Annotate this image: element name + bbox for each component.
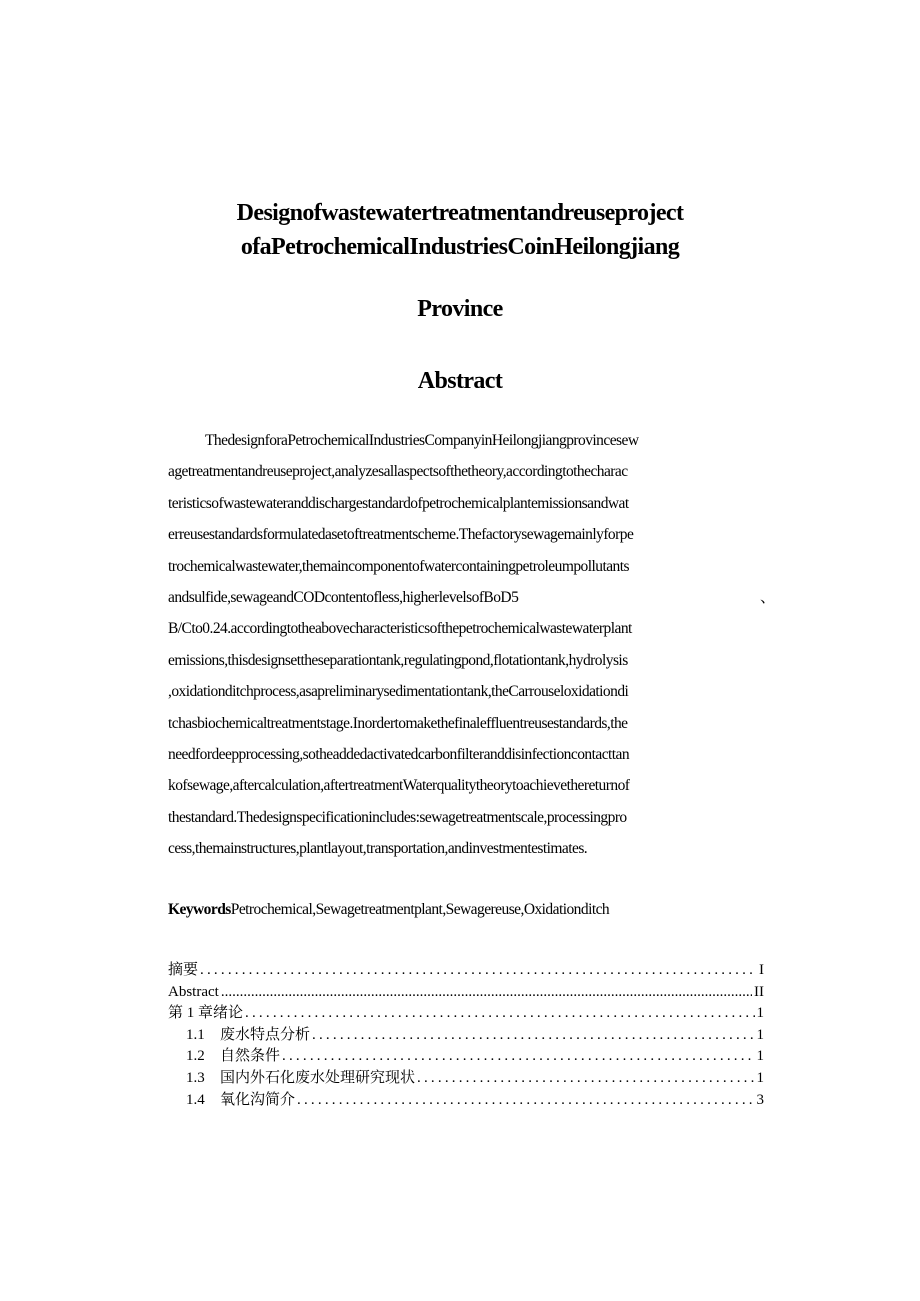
toc-leader bbox=[312, 1025, 754, 1047]
toc-entry[interactable] bbox=[168, 982, 764, 1004]
abstract-heading: Abstract bbox=[417, 368, 503, 394]
toc-leader bbox=[417, 1068, 754, 1090]
title-line-3: Province bbox=[417, 296, 503, 322]
toc-entry-number: 1.3 bbox=[186, 1069, 205, 1086]
abstract-line-trailing-mark: 、 bbox=[760, 588, 775, 606]
toc-entry-page: I bbox=[759, 962, 764, 978]
keywords-label: Keywords bbox=[168, 901, 231, 918]
toc-entry[interactable] bbox=[168, 1090, 764, 1112]
toc-entry-label: 摘要 bbox=[168, 962, 199, 978]
abstract-line: cess,themainstructures,plantlayout,transportation,andinvestmentestimates. bbox=[168, 840, 588, 858]
abstract-line bbox=[168, 585, 778, 616]
title-line-2: ofaPetrochemicalIndustriesCoinHeilongjiang bbox=[240, 234, 680, 260]
toc-entry-page: 1 bbox=[756, 1005, 764, 1022]
toc-leader bbox=[245, 1003, 754, 1025]
abstract-line: erreusestandardsformulatedasetoftreatmentscheme.Thefactorysewagemainlyforpe bbox=[168, 526, 634, 544]
toc-entry-label: Abstract bbox=[168, 983, 219, 1000]
abstract-line: B/Cto0.24.accordingtotheabovecharacteristicsofthepetrochemicalwastewaterplant bbox=[168, 620, 632, 638]
abstract-line: teristicsofwastewateranddischargestandardofpetrochemicalplantemissionsandwat bbox=[168, 494, 629, 512]
toc-entry-label: 国内外石化废水处理研究现状 bbox=[220, 1069, 416, 1086]
abstract-line: kofsewage,aftercalculation,aftertreatmentWaterqualitytheorytoachievethereturnof bbox=[168, 777, 630, 795]
toc-leader bbox=[297, 1090, 754, 1112]
toc-entry[interactable] bbox=[168, 1068, 764, 1090]
toc-leader bbox=[221, 982, 752, 1004]
toc-entry-page: 3 bbox=[756, 1091, 764, 1108]
abstract-line: thestandard.Thedesignspecificationincludes:sewagetreatmentscale,processingpro bbox=[168, 808, 627, 826]
abstract-line-text: andsulfide,sewageandCODcontentofless,higherlevelsofBoD5 bbox=[168, 588, 519, 606]
abstract-line: agetreatmentandreuseproject,analyzesallaspectsofthetheory,accordingtothecharac bbox=[168, 463, 628, 481]
toc-leader bbox=[282, 1046, 754, 1068]
toc-leader bbox=[200, 960, 757, 982]
toc-entry-page: 1 bbox=[756, 1026, 764, 1043]
abstract-line: emissions,thisdesignsettheseparationtank,regulatingpond,flotationtank,hydrolysis bbox=[168, 651, 628, 669]
toc-entry-page: 1 bbox=[756, 1069, 764, 1086]
toc-entry-label: 自然条件 bbox=[220, 1048, 281, 1065]
abstract-line: tchasbiochemicaltreatmentstage.Inordertomakethefinaleffluentreusestandards,the bbox=[168, 714, 628, 732]
toc-entry-number: 1.1 bbox=[186, 1026, 205, 1043]
abstract-body bbox=[168, 428, 778, 867]
toc-entry-label: 废水特点分析 bbox=[220, 1026, 311, 1043]
toc-entry[interactable] bbox=[168, 960, 764, 982]
toc-entry[interactable] bbox=[168, 1046, 764, 1068]
table-of-contents bbox=[168, 960, 764, 1111]
toc-entry-page: II bbox=[754, 983, 764, 1000]
abstract-line: ,oxidationditchprocess,asapreliminarysedimentationtank,theCarrouseloxidationdi bbox=[168, 683, 629, 701]
toc-entry[interactable] bbox=[168, 1025, 764, 1047]
toc-entry-number: 1.2 bbox=[186, 1048, 205, 1065]
keywords bbox=[168, 898, 609, 922]
abstract-line: needfordeepprocessing,sotheaddedactivatedcarbonfilteranddisinfectioncontacttan bbox=[168, 745, 630, 763]
title-line-1: Designofwastewatertreatmentandreuseproject bbox=[236, 200, 684, 226]
toc-entry-label: 氧化沟简介 bbox=[220, 1091, 296, 1108]
toc-entry-label: 第 1 章绪论 bbox=[168, 1005, 244, 1022]
toc-entry[interactable] bbox=[168, 1003, 764, 1025]
abstract-line: trochemicalwastewater,themaincomponentofwatercontainingpetroleumpollutants bbox=[168, 557, 629, 575]
abstract-line: ThedesignforaPetrochemicalIndustriesCompanyinHeilongjiangprovincesew bbox=[205, 432, 639, 449]
toc-entry-number: 1.4 bbox=[186, 1091, 205, 1108]
toc-entry-page: 1 bbox=[756, 1048, 764, 1065]
keywords-text: Petrochemical,Sewagetreatmentplant,Sewagereuse,Oxidationditch bbox=[230, 901, 610, 918]
